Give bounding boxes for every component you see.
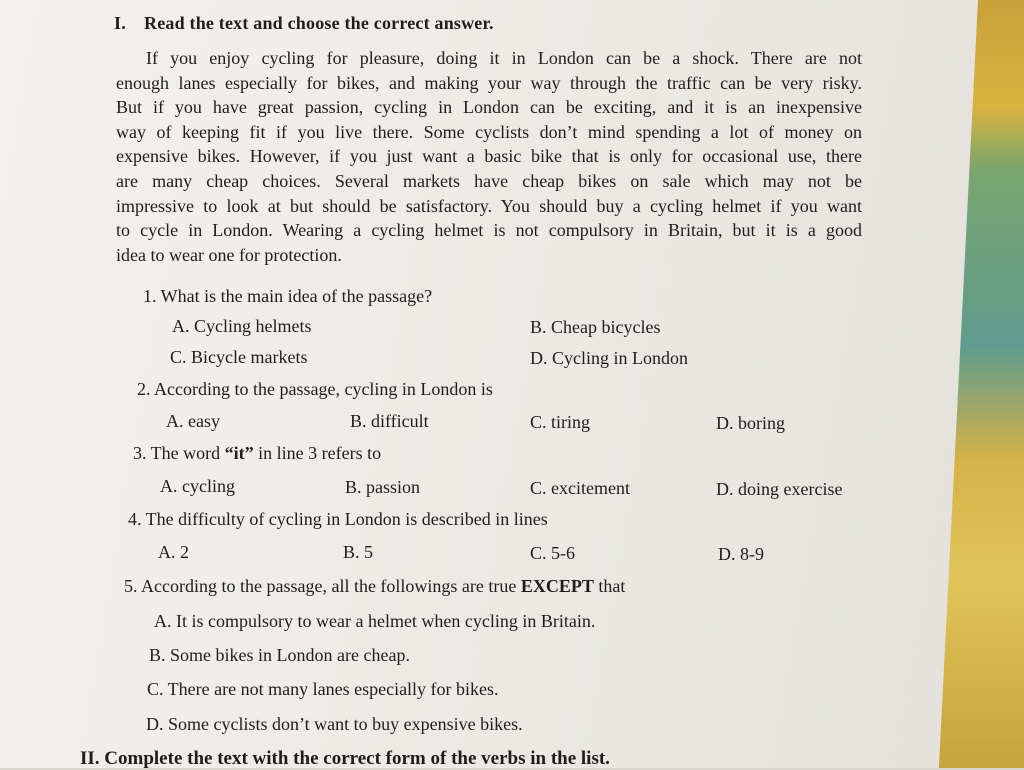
question-1: 1. What is the main idea of the passage? <box>143 286 433 306</box>
question-3-quoted-word: “it” <box>224 443 254 463</box>
question-5-text-end: that <box>593 576 626 596</box>
section-1-number: I. <box>114 13 126 33</box>
question-2-option-c: C. tiring <box>530 412 591 432</box>
question-3-text: 3. The word <box>133 443 225 463</box>
section-2-heading: II. Complete the text with the correct form of the verbs in the list. <box>80 748 610 769</box>
question-3-option-d: D. doing exercise <box>716 479 843 499</box>
question-3-option-a: A. cycling <box>160 476 235 496</box>
question-3-text-end: in line 3 refers to <box>253 443 382 463</box>
passage-line: expensive bikes. However, if you just want a basic bike that is only for occasional use, there <box>116 146 862 167</box>
passage-line: If you enjoy cycling for pleasure, doing it in London can be a shock. There are not <box>146 48 862 68</box>
question-5-option-b: B. Some bikes in London are cheap. <box>149 645 410 665</box>
question-2-option-d: D. boring <box>716 413 785 433</box>
question-4: 4. The difficulty of cycling in London is described in lines <box>128 509 548 529</box>
passage-line: idea to wear one for protection. <box>116 244 342 265</box>
question-5-option-c: C. There are not many lanes especially for bikes. <box>147 679 499 699</box>
question-2-option-b: B. difficult <box>350 411 429 431</box>
reading-passage <box>116 46 862 267</box>
question-5-option-a: A. It is compulsory to wear a helmet when cycling in Britain. <box>154 611 596 631</box>
question-4-option-c: C. 5-6 <box>530 543 575 563</box>
question-3-option-b: B. passion <box>345 477 421 497</box>
question-1-option-b: B. Cheap bicycles <box>530 317 661 337</box>
question-5 <box>124 576 625 597</box>
question-2: 2. According to the passage, cycling in London is <box>137 379 493 399</box>
passage-line: to cycle in London. Wearing a cycling helmet is not compulsory in Britain, but it is a good <box>116 220 862 241</box>
question-1-option-c: C. Bicycle markets <box>170 347 308 367</box>
question-4-option-d: D. 8-9 <box>718 544 764 564</box>
section-1-instruction: Read the text and choose the correct answer. <box>144 13 494 33</box>
question-1-option-a: A. Cycling helmets <box>172 316 312 336</box>
passage-line: But if you have great passion, cycling in London can be exciting, and it is an inexpensive <box>116 97 862 118</box>
question-2-option-a: A. easy <box>166 411 220 431</box>
question-3-option-c: C. excitement <box>530 478 630 498</box>
question-4-option-b: B. 5 <box>343 542 374 562</box>
passage-line: way of keeping fit if you live there. Some cyclists don’t mind spending a lot of money on <box>116 121 862 142</box>
question-5-option-d: D. Some cyclists don’t want to buy expensive bikes. <box>146 714 523 734</box>
question-1-option-d: D. Cycling in London <box>530 348 688 368</box>
passage-line: impressive to look at but should be satisfactory. You should buy a cycling helmet if you want <box>116 195 862 216</box>
question-5-text: 5. According to the passage, all the followings are true <box>124 576 521 596</box>
question-4-option-a: A. 2 <box>158 542 189 562</box>
question-3 <box>133 443 381 464</box>
question-5-except-word: EXCEPT <box>520 576 594 596</box>
passage-line: enough lanes especially for bikes, and making your way through the traffic can be very risky. <box>116 72 862 93</box>
passage-line: are many cheap choices. Several markets have cheap bikes on sale which may not be <box>116 170 862 191</box>
section-1-heading <box>114 13 494 34</box>
